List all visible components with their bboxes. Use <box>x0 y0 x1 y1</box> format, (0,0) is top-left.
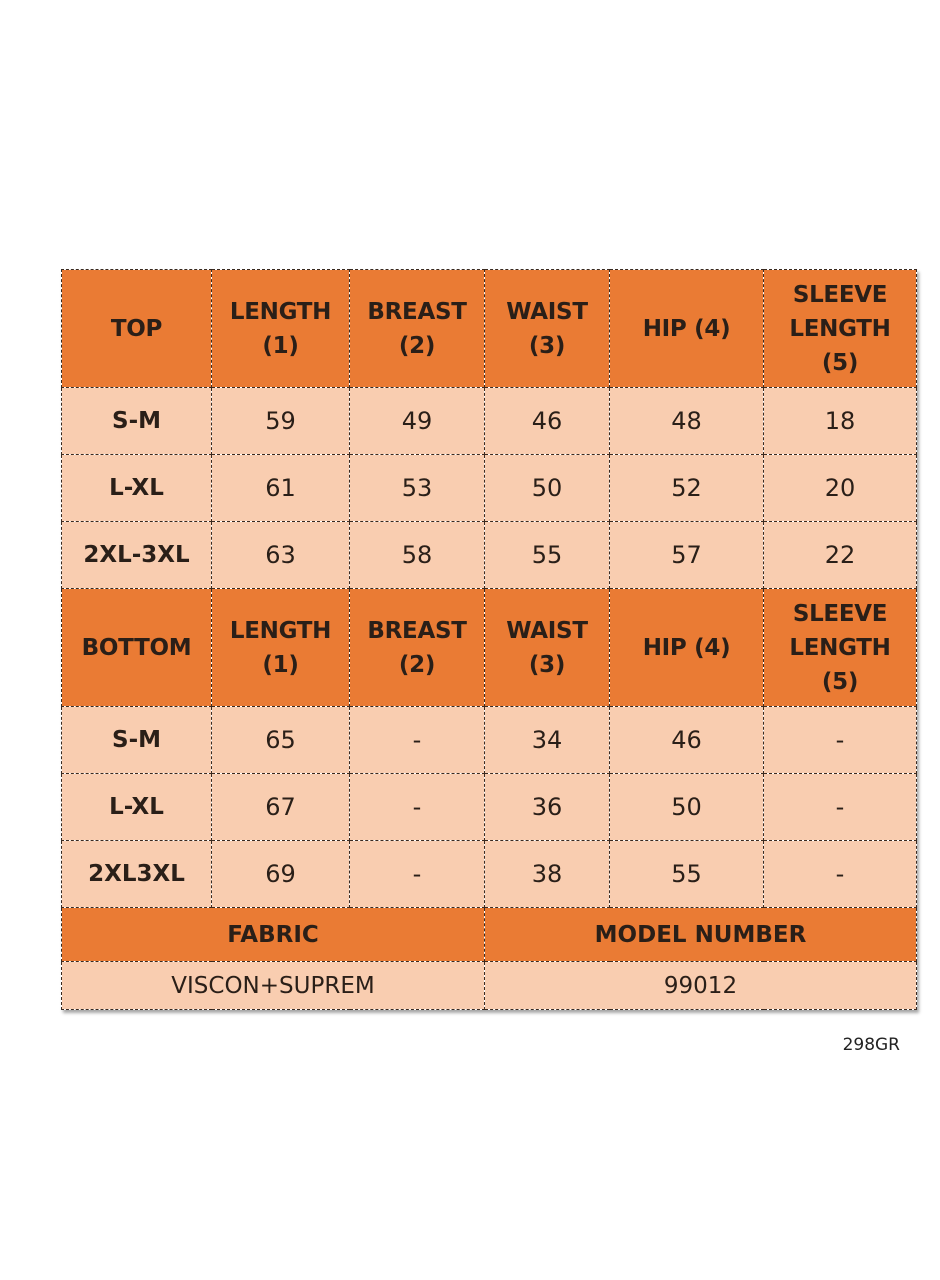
model-number-label: MODEL NUMBER <box>485 908 917 962</box>
size-label: 2XL-3XL <box>62 522 212 589</box>
size-label: L-XL <box>62 774 212 841</box>
waist-value: 46 <box>485 388 610 455</box>
hip-value: 55 <box>610 841 764 908</box>
size-label: 2XL3XL <box>62 841 212 908</box>
breast-value: - <box>350 707 485 774</box>
header-waist: WAIST (3) <box>485 589 610 707</box>
breast-value: 53 <box>350 455 485 522</box>
size-label: S-M <box>62 388 212 455</box>
sleeve-length-value: 20 <box>764 455 917 522</box>
header-length: LENGTH (1) <box>212 589 350 707</box>
top-header-row <box>62 270 917 388</box>
bottom-section-label: BOTTOM <box>62 589 212 707</box>
size-label: S-M <box>62 707 212 774</box>
fabric-model-value-row <box>62 962 917 1010</box>
sleeve-length-value: 18 <box>764 388 917 455</box>
breast-value: - <box>350 774 485 841</box>
length-value: 65 <box>212 707 350 774</box>
header-hip: HIP (4) <box>610 270 764 388</box>
length-value: 69 <box>212 841 350 908</box>
length-value: 67 <box>212 774 350 841</box>
header-breast: BREAST (2) <box>350 270 485 388</box>
hip-value: 52 <box>610 455 764 522</box>
header-waist: WAIST (3) <box>485 270 610 388</box>
table-row <box>62 522 917 589</box>
breast-value: 58 <box>350 522 485 589</box>
table-row <box>62 707 917 774</box>
model-number-value: 99012 <box>485 962 917 1010</box>
waist-value: 36 <box>485 774 610 841</box>
breast-value: - <box>350 841 485 908</box>
table-row <box>62 774 917 841</box>
waist-value: 50 <box>485 455 610 522</box>
hip-value: 46 <box>610 707 764 774</box>
sleeve-length-value: 22 <box>764 522 917 589</box>
hip-value: 50 <box>610 774 764 841</box>
table-row <box>62 455 917 522</box>
table-row <box>62 388 917 455</box>
fabric-value: VISCON+SUPREM <box>62 962 485 1010</box>
breast-value: 49 <box>350 388 485 455</box>
hip-value: 57 <box>610 522 764 589</box>
waist-value: 38 <box>485 841 610 908</box>
header-hip: HIP (4) <box>610 589 764 707</box>
fabric-model-header-row <box>62 908 917 962</box>
header-sleeve-length: SLEEVE LENGTH (5) <box>764 589 917 707</box>
header-breast: BREAST (2) <box>350 589 485 707</box>
length-value: 59 <box>212 388 350 455</box>
sleeve-length-value: - <box>764 841 917 908</box>
header-length: LENGTH (1) <box>212 270 350 388</box>
top-section-label: TOP <box>62 270 212 388</box>
size-label: L-XL <box>62 455 212 522</box>
length-value: 63 <box>212 522 350 589</box>
waist-value: 34 <box>485 707 610 774</box>
product-code: 298GR <box>842 1035 900 1055</box>
sleeve-length-value: - <box>764 707 917 774</box>
size-chart-table <box>61 269 917 1010</box>
bottom-header-row <box>62 589 917 707</box>
waist-value: 55 <box>485 522 610 589</box>
fabric-label: FABRIC <box>62 908 485 962</box>
length-value: 61 <box>212 455 350 522</box>
hip-value: 48 <box>610 388 764 455</box>
header-sleeve-length: SLEEVE LENGTH (5) <box>764 270 917 388</box>
table-row <box>62 841 917 908</box>
sleeve-length-value: - <box>764 774 917 841</box>
